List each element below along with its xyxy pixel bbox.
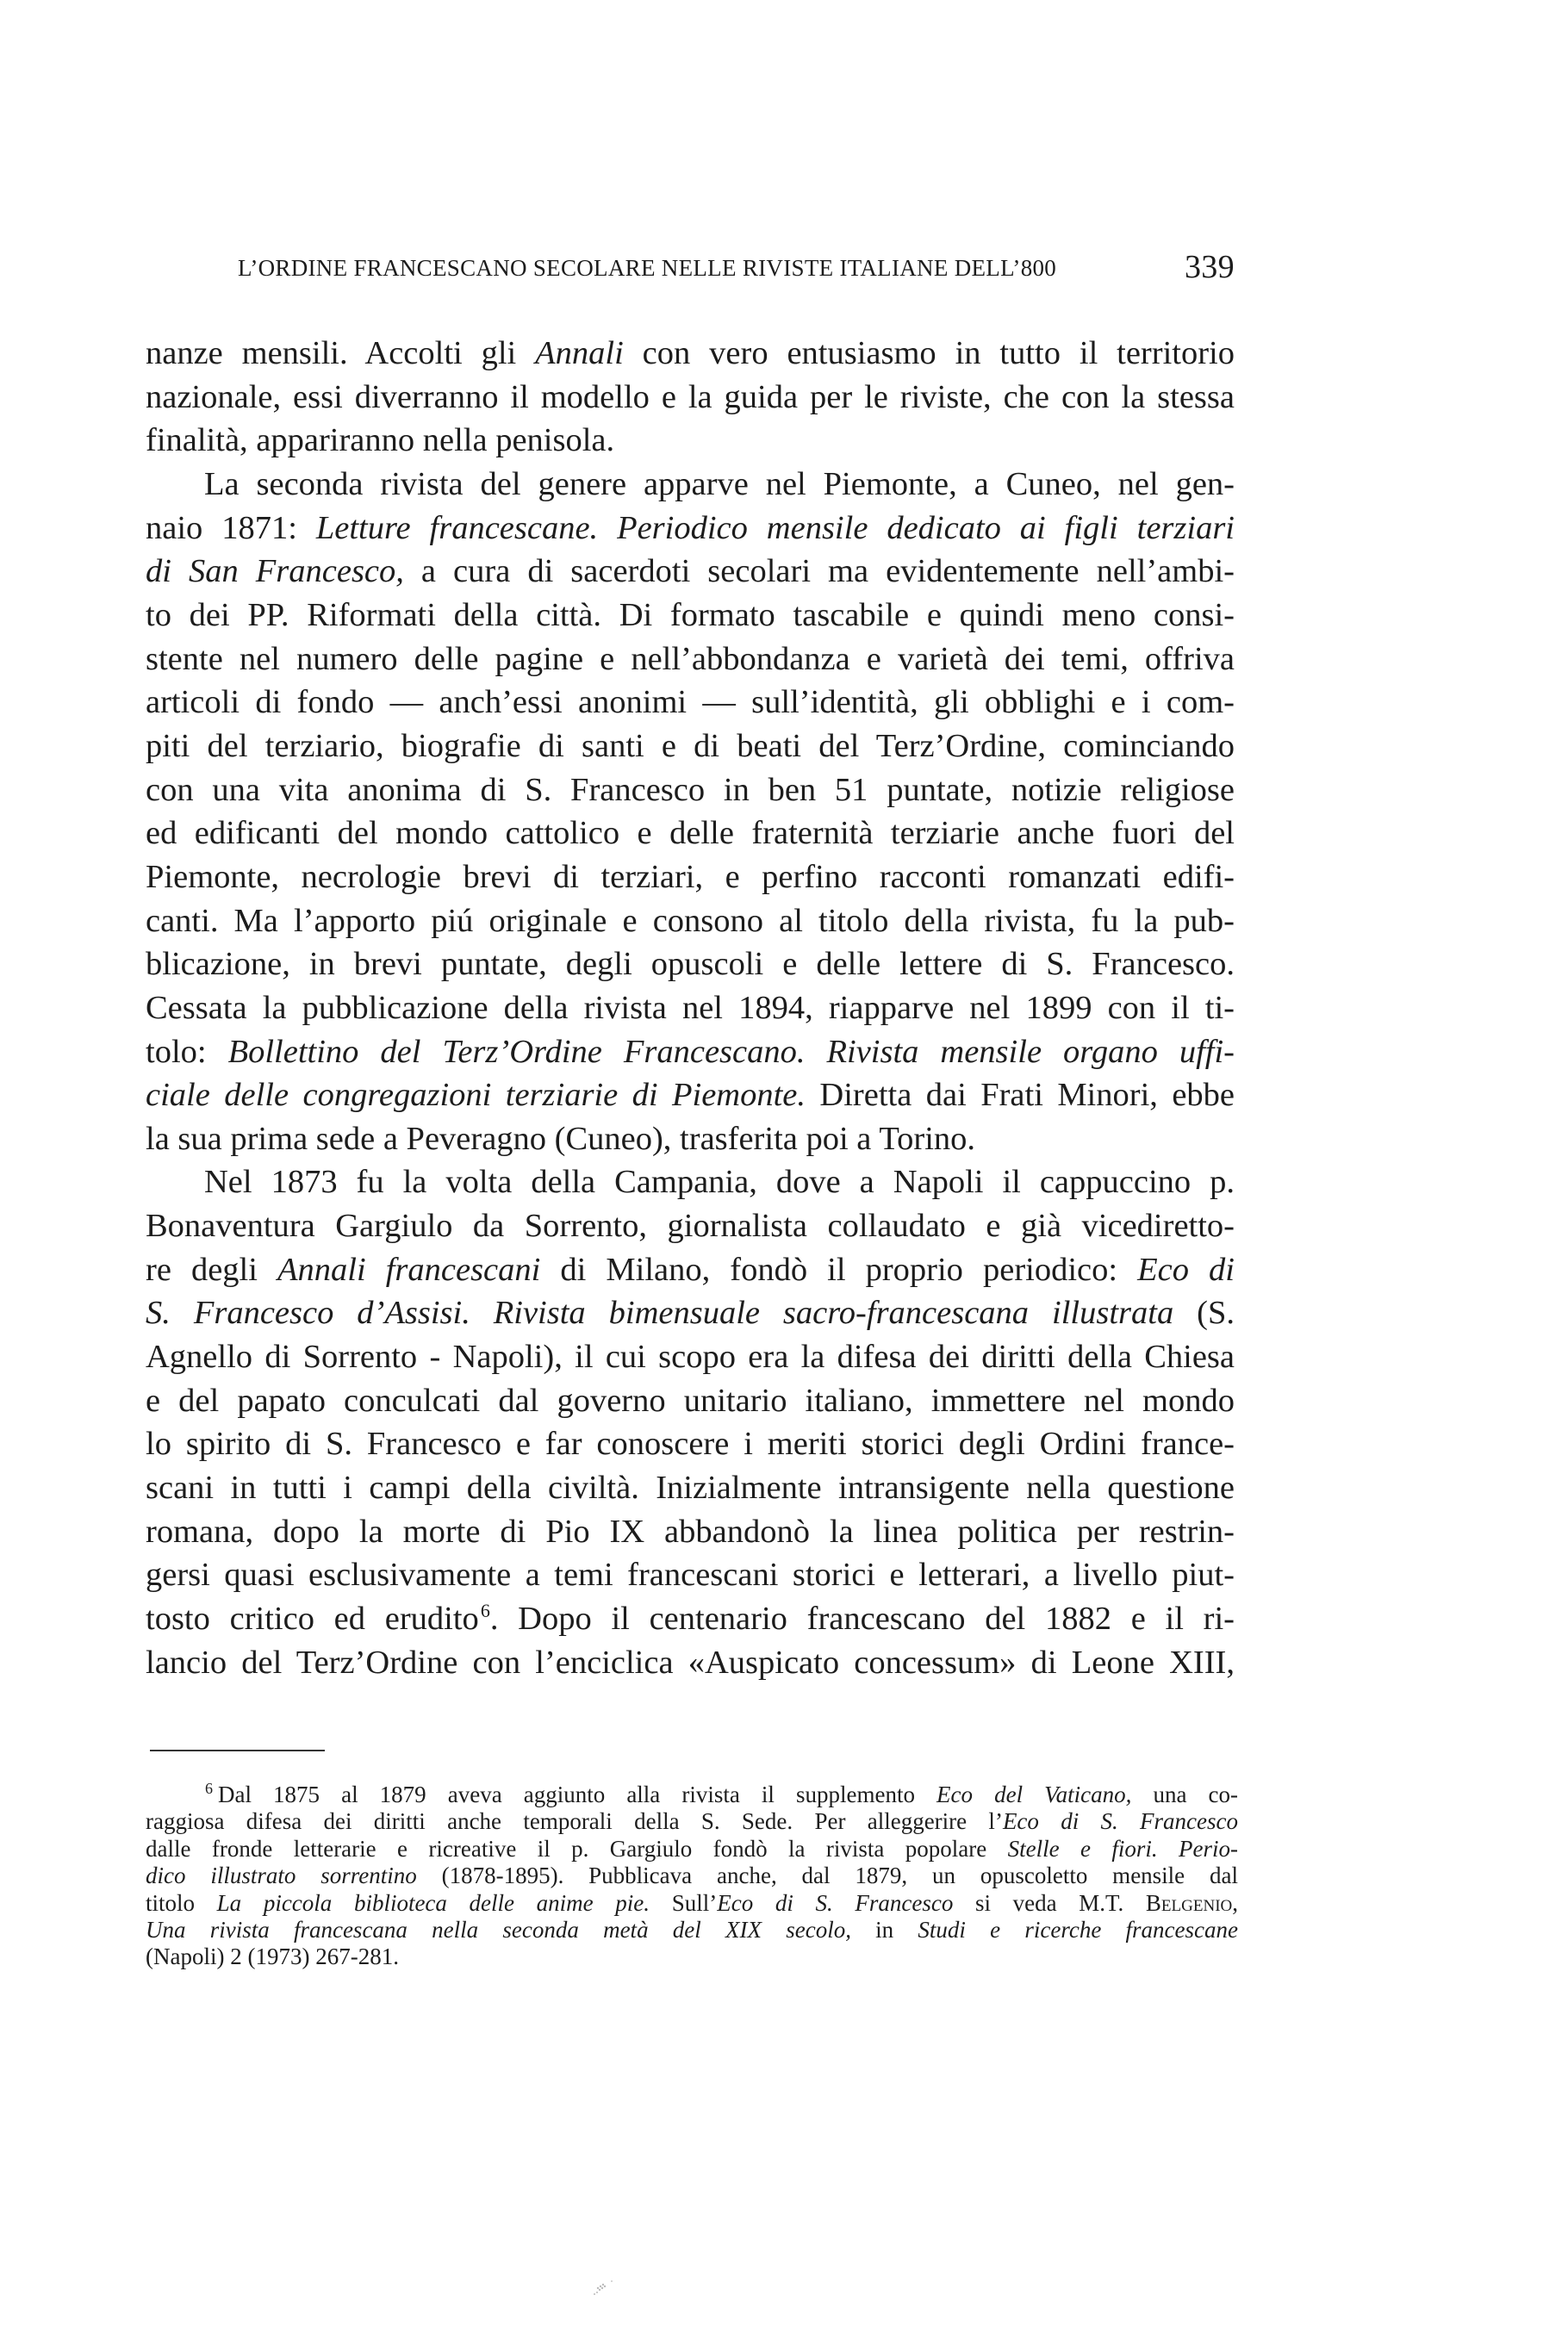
text-segment: finalità, appariranno nella penisola. <box>146 422 615 459</box>
text-segment: romana, dopo la morte di Pio IX abbandonò la linea politica per restrin- <box>146 1513 1235 1550</box>
text-segment: Bonaventura Gargiulo da Sorrento, giornalista collaudato e già vicediretto- <box>146 1208 1235 1245</box>
text-line <box>146 812 1235 855</box>
text-segment: in <box>850 1916 918 1943</box>
page-number: 339 <box>1185 249 1235 285</box>
text-line <box>146 332 1235 376</box>
text-segment: dalle fronde letterarie e ricreative il p. Gargiulo fondò la rivista popolare <box>146 1835 1008 1862</box>
italic-title: La piccola biblioteca delle anime pie. <box>216 1889 650 1916</box>
text-line <box>146 1379 1235 1423</box>
text-segment: (1878-1895). Pubblicava anche, dal 1879, un opuscoletto mensile dal <box>416 1863 1239 1889</box>
text-line <box>146 1073 1235 1117</box>
text-line <box>146 899 1235 943</box>
text-segment: naio 1871: <box>146 509 316 546</box>
text-segment: canti. Ma l’apporto piú originale e consono al titolo della rivista, fu la pub- <box>146 902 1235 939</box>
italic-title: Una rivista francescana nella seconda metà del XIX secolo, <box>146 1916 851 1943</box>
footnote-line <box>146 1836 1238 1863</box>
footnote-line <box>146 1782 1238 1808</box>
italic-title: Stelle e fiori. Perio- <box>1007 1835 1238 1862</box>
text-segment: titolo <box>146 1889 217 1916</box>
running-title: L’ORDINE FRANCESCANO SECOLARE NELLE RIVISTE ITALIANE DELL’800 <box>238 255 1057 281</box>
italic-title: Eco del Vaticano, <box>936 1782 1132 1807</box>
text-segment: La seconda rivista del genere apparve nel Piemonte, a Cuneo, nel gen- <box>204 465 1235 502</box>
text-segment: (S. <box>1173 1295 1235 1332</box>
text-line <box>146 1597 1235 1641</box>
italic-title: Annali <box>535 335 624 371</box>
main-text <box>146 332 1235 1684</box>
text-line <box>146 768 1235 812</box>
text-segment: Nel 1873 fu la volta della Campania, dove a Napoli il cappuccino p. <box>204 1164 1235 1201</box>
text-segment: nanze mensili. Accolti gli <box>146 335 536 371</box>
text-segment: una co- <box>1131 1782 1238 1807</box>
text-line <box>146 1248 1235 1292</box>
text-line <box>146 1553 1235 1597</box>
text-segment: con una vita anonima di S. Francesco in ben 51 puntate, notizie religiose <box>146 771 1235 808</box>
italic-title: Letture francescane. Periodico mensile dedicato ai figli terziari <box>315 509 1235 546</box>
text-segment: con vero entusiasmo in tutto il territorio <box>623 335 1235 371</box>
italic-title: dico illustrato sorrentino <box>146 1863 417 1889</box>
text-line <box>146 1641 1235 1685</box>
footnote-reference[interactable]: 6 <box>480 1600 490 1622</box>
text-segment: Cessata la pubblicazione della rivista nel 1894, riapparve nel 1899 con il ti- <box>146 989 1235 1026</box>
text-segment: to dei PP. Riformati della città. Di formato tascabile e quindi meno consi- <box>146 596 1235 633</box>
italic-title: Eco di S. Francesco <box>717 1889 954 1916</box>
italic-title: Studi e ricerche francescane <box>918 1916 1238 1943</box>
text-line <box>146 507 1235 550</box>
text-line <box>146 1160 1235 1204</box>
text-line <box>146 1466 1235 1510</box>
text-segment: (Napoli) 2 (1973) 267-281. <box>146 1944 399 1970</box>
text-line <box>146 986 1235 1030</box>
text-segment: nazionale, essi diverranno il modello e la guida per le riviste, che con la stessa <box>146 378 1235 415</box>
text-segment: stente nel numero delle pagine e nell’abbondanza e varietà dei temi, offriva <box>146 640 1235 677</box>
italic-title: S. Francesco d’Assisi. Rivista bimensuale sacro-francescana illustrata <box>146 1295 1174 1332</box>
text-segment: piti del terziario, biografie di santi e di beati del Terz’Ordine, cominciando <box>146 727 1235 764</box>
text-segment: lancio del Terz’Ordine con l’enciclica «Auspicato concessum» di Leone XIII, <box>146 1644 1235 1681</box>
text-segment: raggiosa difesa dei diritti anche temporali della S. Sede. Per alleggerire l’ <box>146 1808 1003 1835</box>
text-line <box>146 942 1235 986</box>
text-segment: di Milano, fondò il proprio periodico: <box>540 1251 1138 1288</box>
italic-title: Eco di <box>1137 1251 1235 1288</box>
text-segment: re degli <box>146 1251 277 1288</box>
text-segment: tolo: <box>146 1033 228 1070</box>
footnote-line <box>146 1863 1238 1889</box>
text-segment: tosto critico ed erudito <box>146 1601 479 1638</box>
text-line <box>146 1510 1235 1554</box>
italic-title: Bollettino del Terz’Ordine Francescano. Rivista mensile organo uffi- <box>227 1033 1235 1070</box>
footnote-line <box>146 1944 1238 1970</box>
footnote-number: 6 <box>205 1780 213 1797</box>
text-line <box>146 594 1235 637</box>
italic-title: di San Francesco, <box>146 553 404 590</box>
text-segment: articoli di fondo — anch’essi anonimi — sull’identità, gli obblighi e i com- <box>146 684 1235 721</box>
text-segment: lo spirito di S. Francesco e far conoscere i meriti storici degli Ordini france- <box>146 1426 1235 1463</box>
text-segment: gersi quasi esclusivamente a temi francescani storici e letterari, a livello piut- <box>146 1557 1235 1594</box>
italic-title: Eco di S. Francesco <box>1002 1808 1239 1835</box>
footnote-separator <box>150 1750 325 1751</box>
text-segment: blicazione, in brevi puntate, degli opuscoli e delle lettere di S. Francesco. <box>146 946 1235 983</box>
text-segment: la sua prima sede a Peveragno (Cuneo), trasferita poi a Torino. <box>146 1120 976 1157</box>
text-line <box>146 725 1235 768</box>
text-segment: Dal 1875 al 1879 aveva aggiunto alla rivista il supplemento <box>218 1782 937 1807</box>
text-line <box>146 376 1235 420</box>
text-line <box>146 855 1235 899</box>
footnote-line <box>146 1917 1238 1944</box>
text-segment: scani in tutti i campi della civiltà. Inizialmente intransigente nella questione <box>146 1470 1235 1507</box>
footnote-line <box>146 1890 1238 1917</box>
text-segment: Agnello di Sorrento - Napoli), il cui scopo era la difesa dei diritti della Chiesa <box>146 1339 1235 1376</box>
author-name: Belgenio <box>1145 1889 1233 1916</box>
text-line <box>146 681 1235 725</box>
text-line <box>146 1335 1235 1379</box>
text-line <box>146 463 1235 507</box>
text-line <box>146 1204 1235 1248</box>
footnotes <box>146 1782 1238 1971</box>
text-line <box>146 1117 1235 1161</box>
italic-title: ciale delle congregazioni terziarie di Piemonte. <box>146 1077 806 1114</box>
text-segment: , <box>1232 1889 1238 1916</box>
text-line <box>146 419 1235 463</box>
text-segment: . Dopo il centenario francescano del 1882 e il ri- <box>489 1601 1235 1638</box>
text-segment: Diretta dai Frati Minori, ebbe <box>806 1077 1235 1114</box>
text-line <box>146 1291 1235 1335</box>
running-header <box>238 248 1237 286</box>
text-line <box>146 1422 1235 1466</box>
text-line <box>146 637 1235 681</box>
text-segment: si veda M.T. <box>953 1889 1146 1916</box>
text-line <box>146 1030 1235 1074</box>
text-segment: Piemonte, necrologie brevi di terziari, e perfino racconti romanzati edifi- <box>146 858 1235 895</box>
text-segment: ed edificanti del mondo cattolico e delle fraternità terziarie anche fuori del <box>146 815 1235 852</box>
text-line <box>146 550 1235 594</box>
text-segment: a cura di sacerdoti secolari ma evidentemente nell’ambi- <box>403 553 1235 590</box>
text-segment: e del papato conculcati dal governo unitario italiano, immettere nel mondo <box>146 1382 1235 1419</box>
scan-artifact-icon <box>586 2274 620 2298</box>
text-segment: Sull’ <box>650 1889 718 1916</box>
footnote-line <box>146 1808 1238 1835</box>
italic-title: Annali francescani <box>277 1251 541 1288</box>
